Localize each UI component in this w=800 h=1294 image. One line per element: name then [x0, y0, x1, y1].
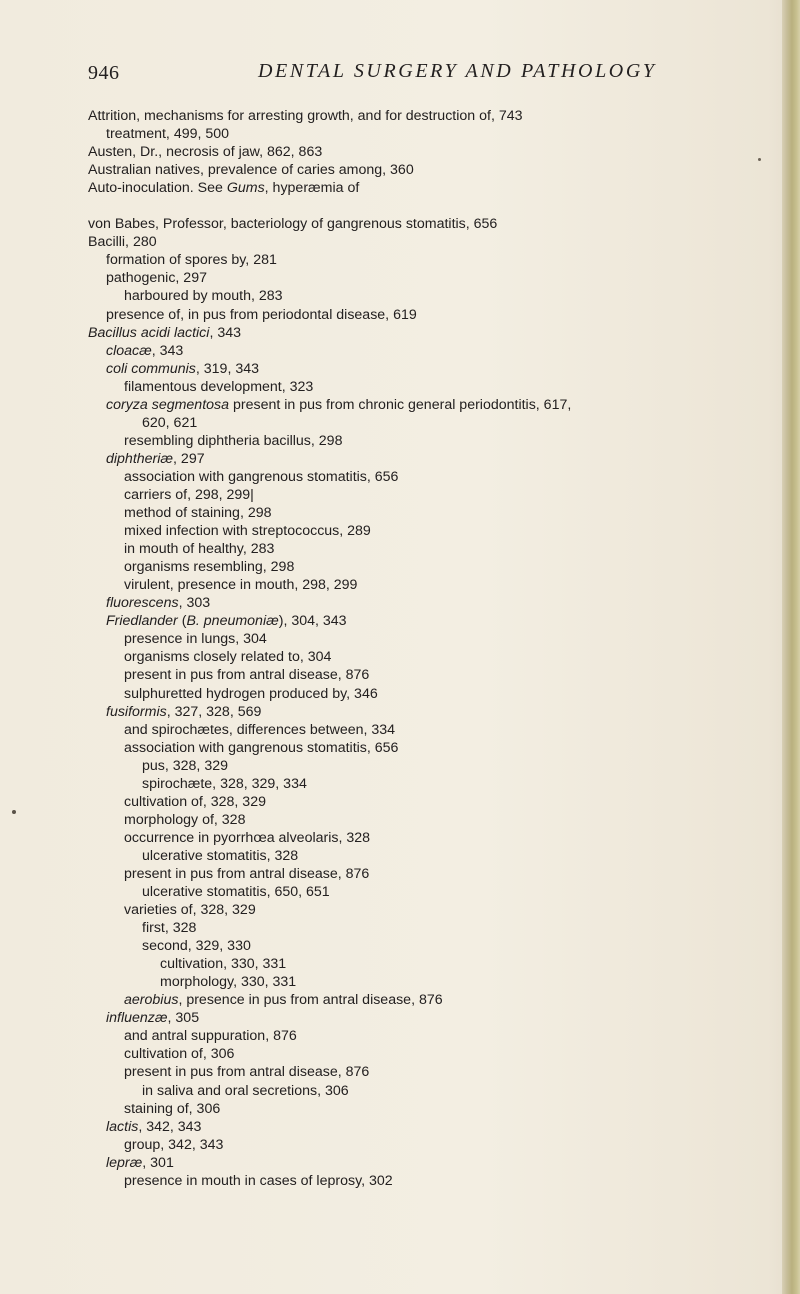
- index-entry-text: , 342, 343: [138, 1118, 202, 1135]
- index-entry-text: present in pus from chronic general periodontitis, 617,: [229, 396, 572, 413]
- index-entry-text: method of staining, 298: [124, 505, 272, 522]
- index-entry-text: pus, 328, 329: [142, 757, 228, 774]
- index-entry: [88, 721, 800, 739]
- index-entry: [88, 883, 800, 901]
- index-entry: [88, 739, 800, 757]
- index-entry: [88, 468, 800, 486]
- index-entry-text: pathogenic, 297: [106, 270, 207, 287]
- index-entry: [88, 306, 800, 324]
- index-entry: [88, 648, 800, 666]
- index-entry-text: present in pus from antral disease, 876: [124, 865, 370, 882]
- index-entry-text: present in pus from antral disease, 876: [124, 1064, 370, 1081]
- index-entry-text: presence in mouth in cases of leprosy, 302: [124, 1172, 393, 1189]
- index-entry: [88, 775, 800, 793]
- index-entry: [88, 233, 800, 251]
- running-title: DENTAL SURGERY AND PATHOLOGY: [258, 60, 657, 82]
- index-entry-text: ), 304, 343: [278, 613, 347, 630]
- index-entry-text: group, 342, 343: [124, 1136, 224, 1153]
- index-entry: [88, 179, 800, 197]
- index-entry-text: Attrition, mechanisms for arresting growth, and for destruction of, 743: [88, 108, 523, 124]
- index-entry: [88, 937, 800, 955]
- index-entry-text: carriers of, 298, 299|: [124, 486, 254, 503]
- index-entry-text: presence in lungs, 304: [124, 631, 267, 648]
- index-entry-italic-text: diphtheriæ: [106, 450, 174, 467]
- index-entry: [88, 1009, 800, 1027]
- index-entry-text: formation of spores by, 281: [106, 252, 277, 269]
- index-entry: [88, 1082, 800, 1100]
- index-entry-italic-text: B. pneumoniæ: [186, 613, 279, 630]
- index-entry-text: cultivation of, 328, 329: [124, 793, 266, 810]
- index-entry-text: , 303: [178, 595, 211, 612]
- index-entry-text: ulcerative stomatitis, 650, 651: [142, 884, 330, 901]
- index-entry-italic-text: Friedlander: [106, 613, 178, 630]
- index-entry-text: presence of, in pus from periodontal disease, 619: [106, 306, 417, 323]
- index-entry-text: and spirochætes, differences between, 334: [124, 721, 396, 738]
- index-entry: [88, 414, 800, 432]
- index-entry: [88, 919, 800, 937]
- index-list: [88, 107, 800, 1190]
- index-entry-text: varieties of, 328, 329: [124, 902, 256, 919]
- index-entry: [88, 161, 800, 179]
- index-entry-text: morphology of, 328: [124, 811, 246, 828]
- index-entry-italic-text: coryza segmentosa: [106, 396, 230, 413]
- index-entry: [88, 1100, 800, 1118]
- index-entry: [88, 612, 800, 630]
- index-entry-italic-text: lactis: [106, 1118, 139, 1135]
- index-entry-italic-text: influenzæ: [106, 1010, 168, 1027]
- index-entry: [88, 1172, 800, 1190]
- index-entry-italic-text: lepræ: [106, 1154, 143, 1171]
- index-entry: [88, 1045, 800, 1063]
- index-entry-text: cultivation, 330, 331: [160, 956, 287, 973]
- index-entry-text: in saliva and oral secretions, 306: [142, 1082, 349, 1099]
- index-entry-text: first, 328: [142, 920, 197, 937]
- index-entry-text: mixed infection with streptococcus, 289: [124, 523, 371, 540]
- index-entry-italic-text: Gums: [226, 180, 265, 197]
- index-entry-text: , 301: [142, 1154, 174, 1171]
- index-entry-italic-text: coli communis: [106, 360, 196, 377]
- index-entry: [88, 540, 800, 558]
- index-entry: [88, 342, 800, 360]
- index-entry: [88, 215, 800, 233]
- index-entry: [88, 666, 800, 684]
- index-entry-text: and antral suppuration, 876: [124, 1028, 297, 1045]
- index-entry-italic-text: fluorescens: [106, 595, 179, 612]
- index-entry-text: virulent, presence in mouth, 298, 299: [124, 577, 358, 594]
- margin-speck: [758, 158, 761, 161]
- margin-speck: [12, 810, 16, 814]
- index-entry-text: treatment, 499, 500: [106, 126, 230, 143]
- index-entry: [88, 955, 800, 973]
- index-entry: [88, 811, 800, 829]
- index-entry-text: resembling diphtheria bacillus, 298: [124, 432, 343, 449]
- index-entry-text: occurrence in pyorrhœa alveolaris, 328: [124, 829, 371, 846]
- index-entry-text: Bacilli, 280: [88, 234, 157, 251]
- index-entry-text: , 319, 343: [195, 360, 260, 377]
- index-entry: [88, 143, 800, 161]
- index-entry: [88, 576, 800, 594]
- index-entry-text: harboured by mouth, 283: [124, 288, 283, 305]
- page-edge-binding: [782, 0, 800, 1294]
- index-entry-text: Auto-inoculation. See: [88, 180, 227, 197]
- index-entry: [88, 1063, 800, 1081]
- index-entry: [88, 125, 800, 143]
- index-entry-text: , 297: [173, 450, 205, 467]
- index-entry-text: (: [177, 613, 187, 630]
- page-number: 946: [88, 62, 120, 84]
- index-entry-text: ulcerative stomatitis, 328: [142, 847, 299, 864]
- index-entry: [88, 432, 800, 450]
- index-entry: [88, 1136, 800, 1154]
- index-entry-text: , 343: [151, 342, 184, 359]
- index-entry-text: von Babes, Professor, bacteriology of gangrenous stomatitis, 656: [88, 216, 498, 233]
- index-entry-text: cultivation of, 306: [124, 1046, 235, 1063]
- index-entry-text: , presence in pus from antral disease, 876: [178, 992, 443, 1009]
- index-entry-text: present in pus from antral disease, 876: [124, 667, 370, 684]
- index-entry: [88, 522, 800, 540]
- index-entry: [88, 504, 800, 522]
- index-entry: [88, 450, 800, 468]
- index-entry-text: , hyperæmia of: [264, 180, 360, 197]
- index-entry: [88, 793, 800, 811]
- index-entry-text: association with gangrenous stomatitis, 656: [124, 739, 399, 756]
- index-entry: [88, 829, 800, 847]
- index-entry: [88, 757, 800, 775]
- index-entry-text: Austen, Dr., necrosis of jaw, 862, 863: [88, 144, 323, 161]
- index-entry: [88, 1118, 800, 1136]
- index-entry: [88, 594, 800, 612]
- index-entry: [88, 107, 800, 125]
- index-entry: [88, 251, 800, 269]
- index-entry-italic-text: aerobius: [124, 992, 179, 1009]
- index-entry-italic-text: Bacillus acidi lactici: [88, 324, 210, 341]
- index-entry: [88, 287, 800, 305]
- index-entry-text: sulphuretted hydrogen produced by, 346: [124, 685, 378, 702]
- index-entry: [88, 901, 800, 919]
- index-entry-text: Australian natives, prevalence of caries among, 360: [88, 162, 414, 179]
- index-entry: [88, 865, 800, 883]
- index-entry-italic-text: fusiformis: [106, 703, 167, 720]
- index-entry: [88, 991, 800, 1009]
- index-entry: [88, 630, 800, 648]
- index-entry-text: association with gangrenous stomatitis, 656: [124, 468, 399, 485]
- index-entry: [88, 360, 800, 378]
- index-entry-text: filamentous development, 323: [124, 378, 314, 395]
- index-entry-text: , 343: [209, 324, 241, 341]
- blank-line: [88, 197, 800, 215]
- index-entry-text: spirochæte, 328, 329, 334: [142, 775, 307, 792]
- index-entry: [88, 685, 800, 703]
- index-entry-text: second, 329, 330: [142, 938, 251, 955]
- index-entry-italic-text: cloacæ: [106, 342, 152, 359]
- index-entry: [88, 486, 800, 504]
- index-entry: [88, 703, 800, 721]
- index-entry: [88, 378, 800, 396]
- index-entry: [88, 1027, 800, 1045]
- index-entry-text: 620, 621: [142, 414, 198, 431]
- index-entry-text: morphology, 330, 331: [160, 974, 297, 991]
- index-entry-text: , 305: [167, 1010, 200, 1027]
- index-entry: [88, 269, 800, 287]
- index-entry: [88, 396, 800, 414]
- index-entry-text: organisms resembling, 298: [124, 559, 295, 576]
- index-entry-text: organisms closely related to, 304: [124, 649, 332, 666]
- index-entry-text: staining of, 306: [124, 1100, 221, 1117]
- index-entry: [88, 847, 800, 865]
- index-entry-text: in mouth of healthy, 283: [124, 541, 275, 558]
- index-entry: [88, 558, 800, 576]
- index-entry: [88, 1154, 800, 1172]
- index-entry: [88, 324, 800, 342]
- index-entry-text: , 327, 328, 569: [166, 703, 262, 720]
- index-entry: [88, 973, 800, 991]
- page-header: [88, 60, 708, 100]
